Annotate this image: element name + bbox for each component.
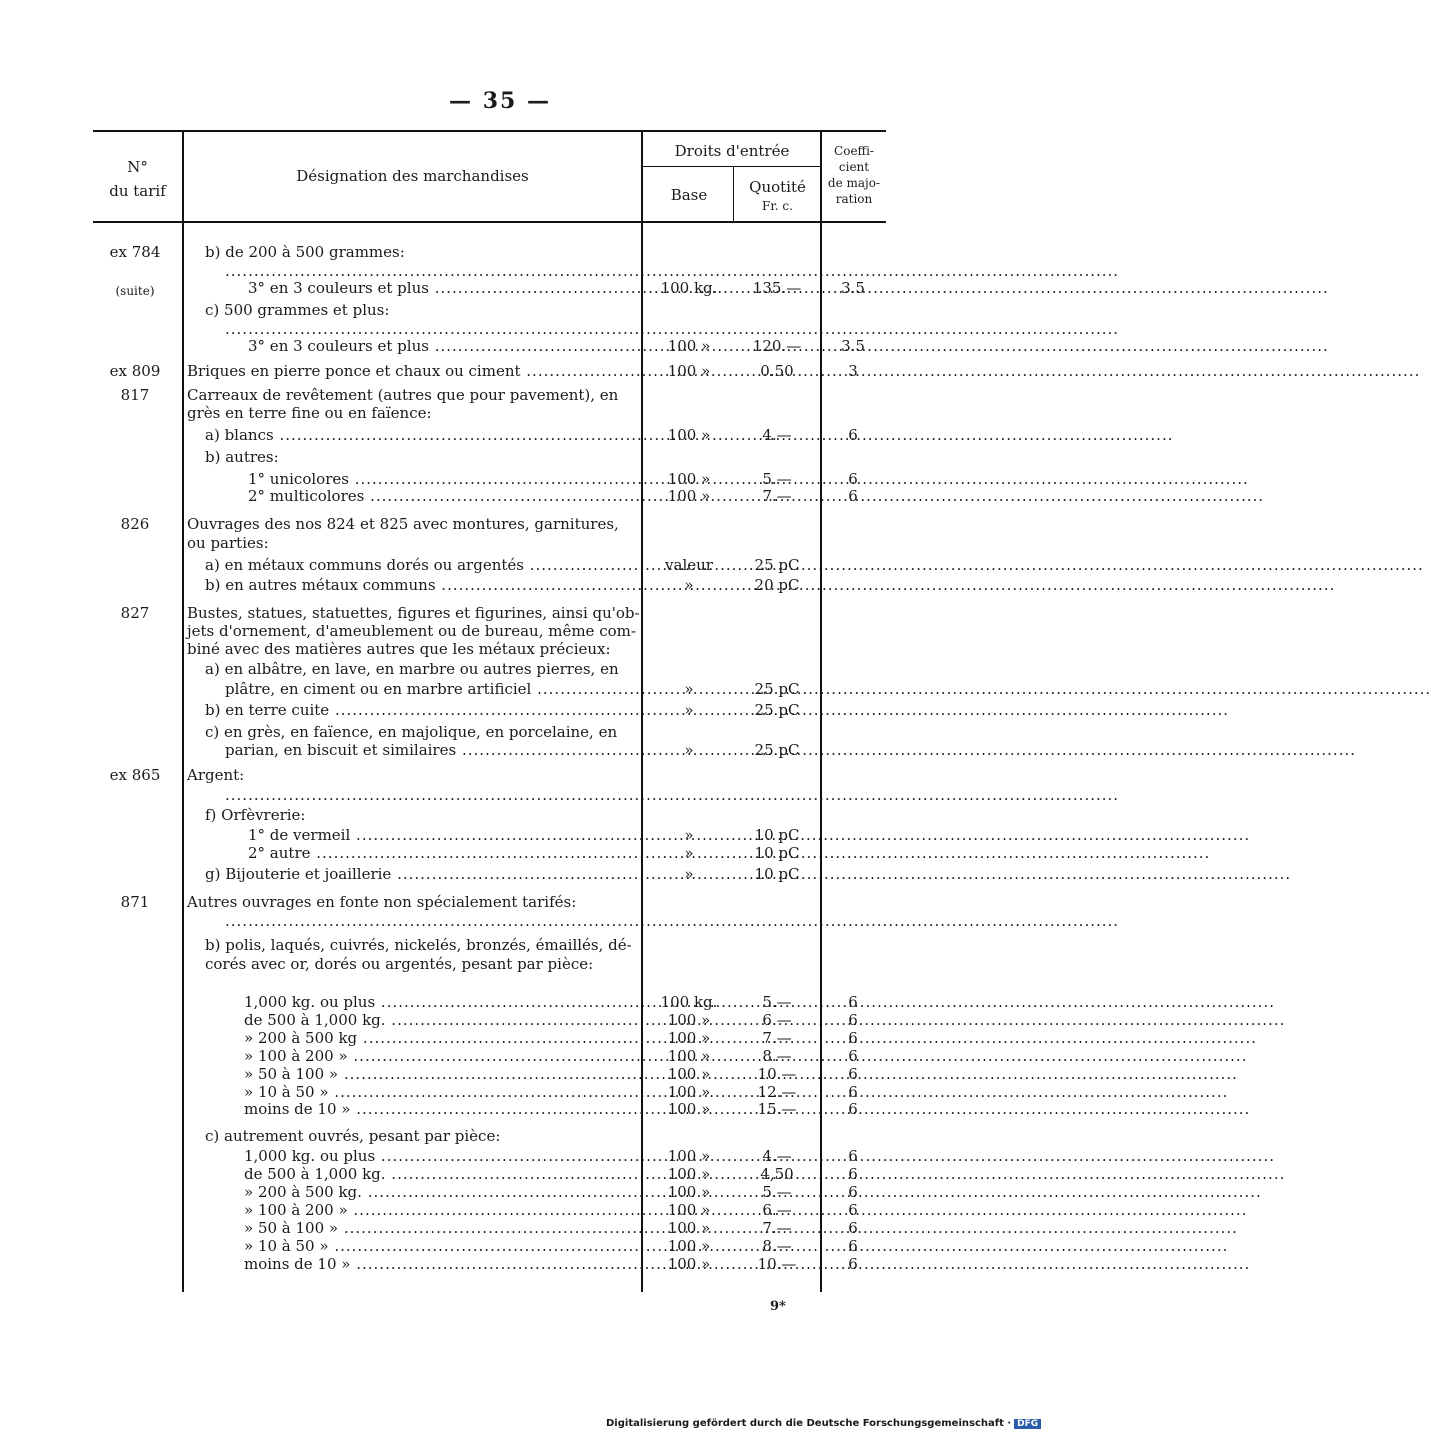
designation: a) en métaux communs dorés ou argentés .....: [205, 556, 636, 574]
designation: g) Bijouterie et joaillerie .....: [205, 865, 636, 883]
table-row: [0, 1165, 1000, 1183]
quotite-value: 8.—: [762, 1047, 792, 1065]
quotite-value: 6.—: [762, 1201, 792, 1219]
table-row: [0, 1065, 1000, 1083]
table-row: [0, 680, 1000, 698]
base-unit: »: [684, 680, 694, 698]
base-unit: 100 »: [667, 1047, 711, 1065]
table-row: [0, 1237, 1000, 1255]
base-unit: 100 »: [667, 487, 711, 505]
coefficient-value: 6: [848, 426, 858, 444]
designation: moins de 10 » .....: [244, 1100, 636, 1118]
table-row: [0, 701, 1000, 719]
base-unit: 100 »: [667, 1219, 711, 1237]
designation: » 200 à 500 kg. .....: [244, 1183, 636, 1201]
designation: 3° en 3 couleurs et plus .....: [248, 279, 636, 297]
table-row: [0, 893, 1000, 911]
table-row: [0, 337, 1000, 355]
table-row: [0, 826, 1000, 844]
designation: de 500 à 1,000 kg. .....: [244, 1011, 636, 1029]
table-row: [0, 1011, 1000, 1029]
designation: a) blancs .....: [205, 426, 636, 444]
designation: c) autrement ouvrés, pesant par pièce:: [205, 1127, 501, 1145]
base-unit: 100 »: [667, 1165, 711, 1183]
table-row: [0, 955, 1000, 973]
base-unit: valeur: [665, 556, 713, 574]
table-row: [0, 576, 1000, 594]
designation: [225, 912, 636, 930]
designation: Carreaux de revêtement (autres que pour pavement), en: [187, 386, 619, 404]
coefficient-value: 6: [848, 1065, 858, 1083]
header-droits: Droits d'entrée: [674, 142, 790, 160]
tarif-suite: (suite): [115, 284, 155, 298]
table-row: [0, 1029, 1000, 1047]
base-unit: 100 »: [667, 1065, 711, 1083]
header-quotite-unit: Fr. c.: [762, 199, 793, 213]
table-row: [0, 1047, 1000, 1065]
designation: [225, 262, 636, 280]
designation: » 50 à 100 » .....: [244, 1065, 636, 1083]
quotite-value: 7.—: [762, 487, 792, 505]
base-unit: 100 »: [667, 1011, 711, 1029]
coefficient-value: 6: [848, 1201, 858, 1219]
footer-credit: [606, 1418, 1041, 1429]
quotite-value: 7.—: [762, 1029, 792, 1047]
designation: 2° autre .....: [248, 844, 636, 862]
table-row: [0, 1219, 1000, 1237]
quotite-value: 10.—: [757, 1255, 797, 1273]
coefficient-value: 6: [848, 1183, 858, 1201]
designation: 1° de vermeil .....: [248, 826, 636, 844]
header-coefficient: [822, 143, 886, 207]
base-unit: 100 »: [667, 1183, 711, 1201]
table-row: [0, 556, 1000, 574]
base-unit: »: [684, 701, 694, 719]
top-rule: [93, 130, 886, 132]
designation: b) en terre cuite .....: [205, 701, 636, 719]
table-row: [0, 640, 1000, 658]
designation: 1° unicolores .....: [248, 470, 636, 488]
coefficient-value: 3: [848, 362, 858, 380]
base-unit: »: [684, 576, 694, 594]
designation: b) autres:: [205, 448, 279, 466]
table-row: [0, 766, 1000, 784]
tarif-number: 871: [120, 893, 150, 911]
designation: plâtre, en ciment ou en marbre artificiel .....: [225, 680, 636, 698]
header-coef-2: cient: [838, 160, 870, 174]
designation: » 200 à 500 kg .....: [244, 1029, 636, 1047]
tarif-number: 826: [120, 515, 150, 533]
coefficient-value: 6: [848, 1219, 858, 1237]
designation: f) Orfèvrerie:: [205, 806, 306, 824]
coefficient-value: 6: [848, 993, 858, 1011]
coefficient-value: 6: [848, 1029, 858, 1047]
base-unit: 100 »: [667, 1100, 711, 1118]
header-quotite-label: Quotité: [749, 178, 806, 196]
designation: Briques en pierre ponce et chaux ou ciment .....: [187, 362, 636, 380]
tarif-number: 827: [120, 604, 150, 622]
table-row: [0, 470, 1000, 488]
quotite-value: 25 pC: [754, 680, 800, 698]
dfg-logo: DFG: [1014, 1419, 1041, 1429]
coefficient-value: 6: [848, 1100, 858, 1118]
table-row: [0, 741, 1000, 759]
page-number: — 35 —: [449, 88, 551, 114]
table-row: [0, 786, 1000, 804]
designation: » 50 à 100 » .....: [244, 1219, 636, 1237]
table-row: [0, 320, 1000, 338]
designation: parian, en biscuit et similaires .....: [225, 741, 636, 759]
quotite-value: 25 pC: [754, 701, 800, 719]
quotite-value: 7.—: [762, 1219, 792, 1237]
header-coef-4: ration: [835, 192, 873, 206]
base-unit: 100 »: [667, 1083, 711, 1101]
header-coef-3: de majo-: [827, 176, 881, 190]
base-unit: »: [684, 844, 694, 862]
tarif-number: ex 865: [109, 766, 161, 784]
quotite-value: 5.—: [762, 993, 792, 1011]
table-row: [0, 622, 1000, 640]
base-unit: 100 »: [667, 362, 711, 380]
quotite-value: 6.—: [762, 1011, 792, 1029]
table-row: [0, 723, 1000, 741]
quotite-value: 10 pC: [754, 826, 800, 844]
quotite-value: 15.—: [757, 1100, 797, 1118]
designation: grès en terre fine ou en faïence:: [187, 404, 432, 422]
header-tarif: [95, 158, 180, 200]
designation: [225, 786, 636, 804]
table-row: [0, 993, 1000, 1011]
designation: » 100 à 200 » .....: [244, 1201, 636, 1219]
tarif-number: ex 809: [109, 362, 161, 380]
base-unit: »: [684, 865, 694, 883]
header-base: Base: [670, 186, 708, 204]
printer-signature: 9*: [770, 1299, 786, 1314]
designation: a) en albâtre, en lave, en marbre ou autres pierres, en: [205, 660, 619, 678]
table-row: [0, 936, 1000, 954]
designation: 3° en 3 couleurs et plus .....: [248, 337, 636, 355]
table-row: [0, 426, 1000, 444]
designation: biné avec des matières autres que les métaux précieux:: [187, 640, 611, 658]
quotite-value: 20 pC: [754, 576, 800, 594]
designation: » 100 à 200 » .....: [244, 1047, 636, 1065]
quotite-value: 8.—: [762, 1237, 792, 1255]
designation: c) 500 grammes et plus:: [205, 301, 390, 319]
base-unit: 100 kg.: [660, 279, 718, 297]
header-tarif-line2: du tarif: [109, 182, 166, 200]
header-tarif-line1: N°: [127, 158, 148, 176]
quotite-value: 4.—: [762, 1147, 792, 1165]
base-unit: 100 »: [667, 1029, 711, 1047]
table-row: [0, 362, 1000, 380]
table-row: [0, 404, 1000, 422]
designation: » 10 à 50 » .....: [244, 1237, 636, 1255]
base-unit: 100 »: [667, 1147, 711, 1165]
table-row: [0, 844, 1000, 862]
table-row: [0, 1100, 1000, 1118]
designation: b) de 200 à 500 grammes:: [205, 243, 405, 261]
table-row: [0, 386, 1000, 404]
quotite-value: 25 pC: [754, 556, 800, 574]
quotite-value: 4.—: [762, 426, 792, 444]
coefficient-value: 3.5: [841, 337, 865, 355]
coefficient-value: 6: [848, 1147, 858, 1165]
designation: 2° multicolores .....: [248, 487, 636, 505]
quotite-value: 10 pC: [754, 844, 800, 862]
base-unit: »: [684, 741, 694, 759]
coefficient-value: 6: [848, 1083, 858, 1101]
col-rule-base: [733, 166, 734, 222]
coefficient-value: 6: [848, 1237, 858, 1255]
header-coef-1: Coeffi-: [834, 144, 874, 158]
droits-rule: [643, 166, 821, 167]
table-row: [0, 301, 1000, 319]
designation: Autres ouvrages en fonte non spécialement tarifés:: [187, 893, 577, 911]
designation: Ouvrages des nos 824 et 825 avec montures, garnitures,: [187, 515, 619, 533]
table-row: [0, 660, 1000, 678]
header-bottom-rule: [93, 221, 886, 223]
designation: » 10 à 50 » .....: [244, 1083, 636, 1101]
quotite-value: 10 pC: [754, 865, 800, 883]
quotite-value: 25 pC: [754, 741, 800, 759]
designation: b) en autres métaux communs .....: [205, 576, 636, 594]
designation: de 500 à 1,000 kg. .....: [244, 1165, 636, 1183]
designation: 1,000 kg. ou plus .....: [244, 1147, 636, 1165]
header-quotite: [735, 178, 820, 214]
coefficient-value: 6: [848, 1165, 858, 1183]
table-row: [0, 865, 1000, 883]
quotite-value: 10.—: [757, 1065, 797, 1083]
base-unit: 100 »: [667, 426, 711, 444]
quotite-value: 135.—: [752, 279, 802, 297]
designation: c) en grès, en faïence, en majolique, en porcelaine, en: [205, 723, 618, 741]
designation: corés avec or, dorés ou argentés, pesant par pièce:: [205, 955, 594, 973]
quotite-value: 4,50: [760, 1165, 794, 1183]
quotite-value: 5.—: [762, 470, 792, 488]
base-unit: 100 »: [667, 470, 711, 488]
coefficient-value: 3.5: [841, 279, 865, 297]
table-row: [0, 487, 1000, 505]
designation: jets d'ornement, d'ameublement ou de bureau, même com-: [187, 622, 636, 640]
quotite-value: 5.—: [762, 1183, 792, 1201]
table-row: [0, 515, 1000, 533]
table-row: [0, 1255, 1000, 1273]
coefficient-value: 6: [848, 1047, 858, 1065]
quotite-value: 120.—: [752, 337, 802, 355]
tarif-number: 817: [120, 386, 150, 404]
designation: Bustes, statues, statuettes, figures et figurines, ainsi qu'ob-: [187, 604, 640, 622]
quotite-value: 12.—: [757, 1083, 797, 1101]
base-unit: 100 »: [667, 1201, 711, 1219]
table-row: [0, 1127, 1000, 1145]
table-row: [0, 534, 1000, 552]
coefficient-value: 6: [848, 1011, 858, 1029]
designation: moins de 10 » .....: [244, 1255, 636, 1273]
table-row: [0, 448, 1000, 466]
base-unit: 100 kg.: [660, 993, 718, 1011]
table-row: [0, 1201, 1000, 1219]
quotite-value: 0.50: [760, 362, 794, 380]
table-row: [0, 243, 1000, 261]
coefficient-value: 6: [848, 1255, 858, 1273]
table-row: [0, 912, 1000, 930]
base-unit: 100 »: [667, 1255, 711, 1273]
designation: ou parties:: [187, 534, 269, 552]
base-unit: 100 »: [667, 337, 711, 355]
tarif-number: ex 784: [109, 243, 161, 261]
designation: 1,000 kg. ou plus .....: [244, 993, 636, 1011]
table-row: [0, 279, 1000, 297]
designation: b) polis, laqués, cuivrés, nickelés, bronzés, émaillés, dé-: [205, 936, 632, 954]
base-unit: »: [684, 826, 694, 844]
designation: [225, 320, 636, 338]
coefficient-value: 6: [848, 487, 858, 505]
coefficient-value: 6: [848, 470, 858, 488]
table-row: [0, 1183, 1000, 1201]
header-designation: Désignation des marchandises: [296, 167, 529, 185]
table-row: [0, 1083, 1000, 1101]
table-row: [0, 604, 1000, 622]
table-row: [0, 1147, 1000, 1165]
footer-text: Digitalisierung gefördert durch die Deutsche Forschungsgemeinschaft ·: [606, 1418, 1012, 1429]
table-row: [0, 806, 1000, 824]
base-unit: 100 »: [667, 1237, 711, 1255]
designation: Argent:: [187, 766, 245, 784]
